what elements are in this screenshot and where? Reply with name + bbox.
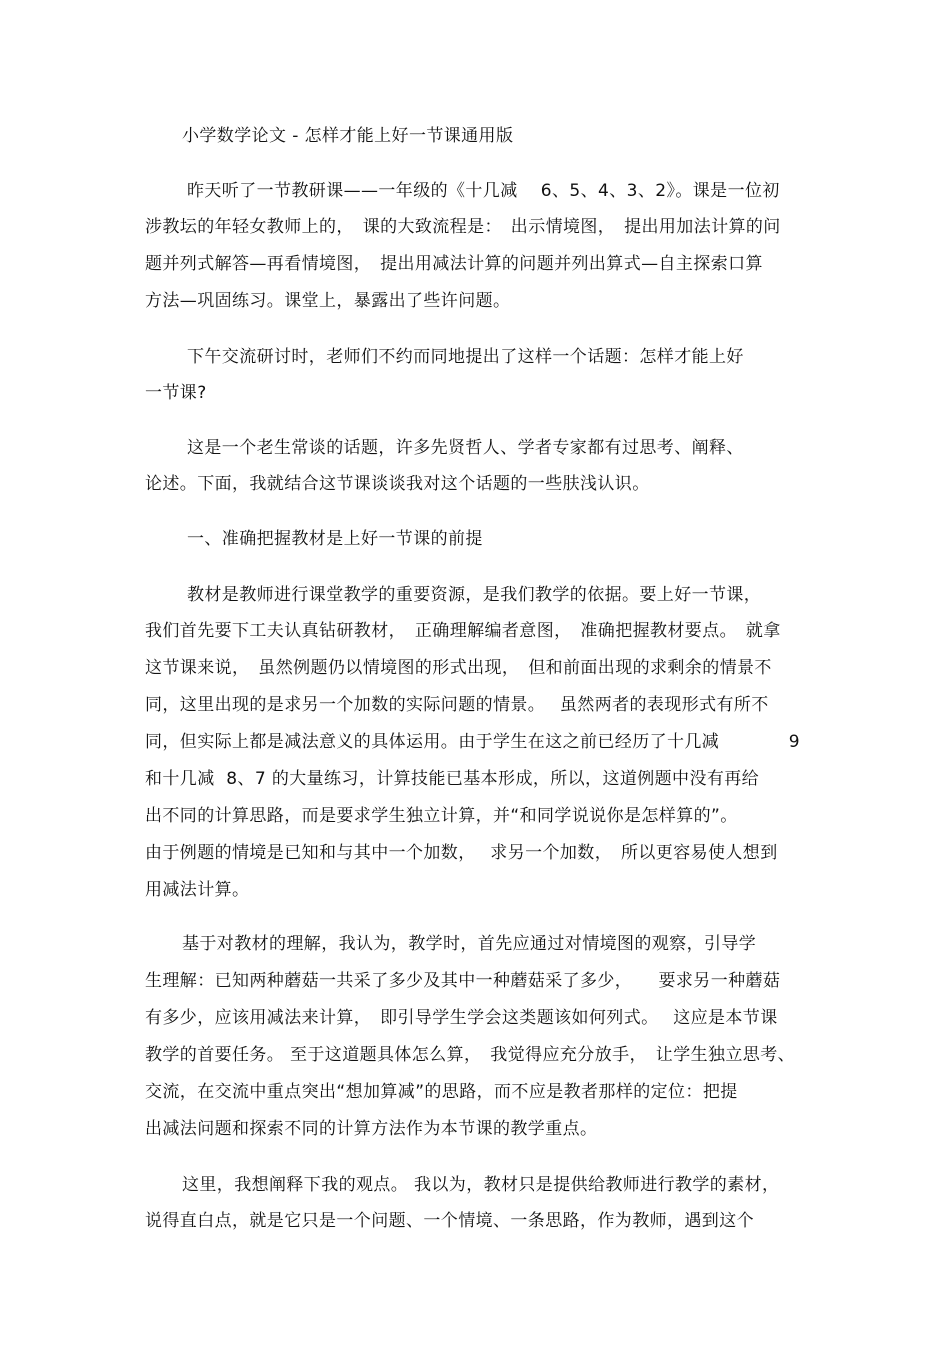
document-title: 小学数学论文 - 怎样才能上好一节课通用版: [182, 126, 514, 146]
text-line: 涉教坛的年轻女教师上的， 课的大致流程是： 出示情境图， 提出用加法计算的问: [145, 217, 781, 237]
text-line: 教学的首要任务。 至于这道题具体怎么算， 我觉得应充分放手， 让学生独立思考、: [145, 1045, 796, 1065]
text-line: 说得直白点，就是它只是一个问题、一个情境、一条思路，作为教师，遇到这个: [145, 1211, 754, 1231]
text-line: 教材是教师进行课堂教学的重要资源，是我们教学的依据。要上好一节课，: [187, 585, 762, 605]
text-line: 交流，在交流中重点突出“想加算减”的思路，而不应是教者那样的定位：把提: [145, 1082, 738, 1102]
text-line: 出减法问题和探索不同的计算方法作为本节课的教学重点。: [145, 1119, 598, 1139]
text-line: 昨天听了一节教研课——一年级的《十几减 6、5、4、3、2》。课是一位初: [187, 181, 780, 201]
text-line: 基于对教材的理解，我认为，教学时，首先应通过对情境图的观察，引导学: [182, 934, 757, 954]
text-line: 这是一个老生常谈的话题，许多先贤哲人、学者专家都有过思考、阐释、: [187, 438, 744, 458]
text-line: 这里，我想阐释下我的观点。 我以为，教材只是提供给教师进行教学的素材，: [182, 1175, 780, 1195]
text-line: 出不同的计算思路，而是要求学生独立计算，并“和同学说说你是怎样算的”。: [145, 806, 738, 826]
text-line: 由于例题的情境是已知和与其中一个加数， 求另一个加数， 所以更容易使人想到: [145, 843, 778, 863]
text-line: 方法—巩固练习。课堂上，暴露出了些许问题。: [145, 291, 511, 311]
text-line: 下午交流研讨时，老师们不约而同地提出了这样一个话题：怎样才能上好: [187, 347, 744, 367]
text-line: 一节课?: [145, 383, 207, 403]
text-line: 用减法计算。: [145, 880, 250, 900]
text-line: 题并列式解答—再看情境图， 提出用减法计算的问题并列出算式—自主探索口算: [145, 254, 763, 274]
text-line: 和十几减 8、7 的大量练习，计算技能已基本形成，所以，这道例题中没有再给: [145, 769, 760, 789]
text-line: 同，这里出现的是求另一个加数的实际问题的情景。 虽然两者的表现形式有所不: [145, 695, 769, 715]
text-line: 我们首先要下工夫认真钻研教材， 正确理解编者意图， 准确把握教材要点。 就拿: [145, 621, 781, 641]
text-line: 有多少，应该用减法来计算， 即引导学生学会这类题该如何列式。 这应是本节课: [145, 1008, 778, 1028]
text-line: 论述。下面，我就结合这节课谈谈我对这个话题的一些肤浅认识。: [145, 474, 650, 494]
text-line: 同，但实际上都是减法意义的具体运用。由于学生在这之前已经历了十几减 9: [145, 732, 801, 752]
text-line: 生理解：已知两种蘑菇一共采了多少及其中一种蘑菇采了多少， 要求另一种蘑菇: [145, 971, 781, 991]
section-heading-text: 一、准确把握教材是上好一节课的前提: [187, 529, 483, 549]
text-line: 这节课来说， 虽然例题仍以情境图的形式出现， 但和前面出现的求剩余的情景不: [145, 658, 772, 678]
